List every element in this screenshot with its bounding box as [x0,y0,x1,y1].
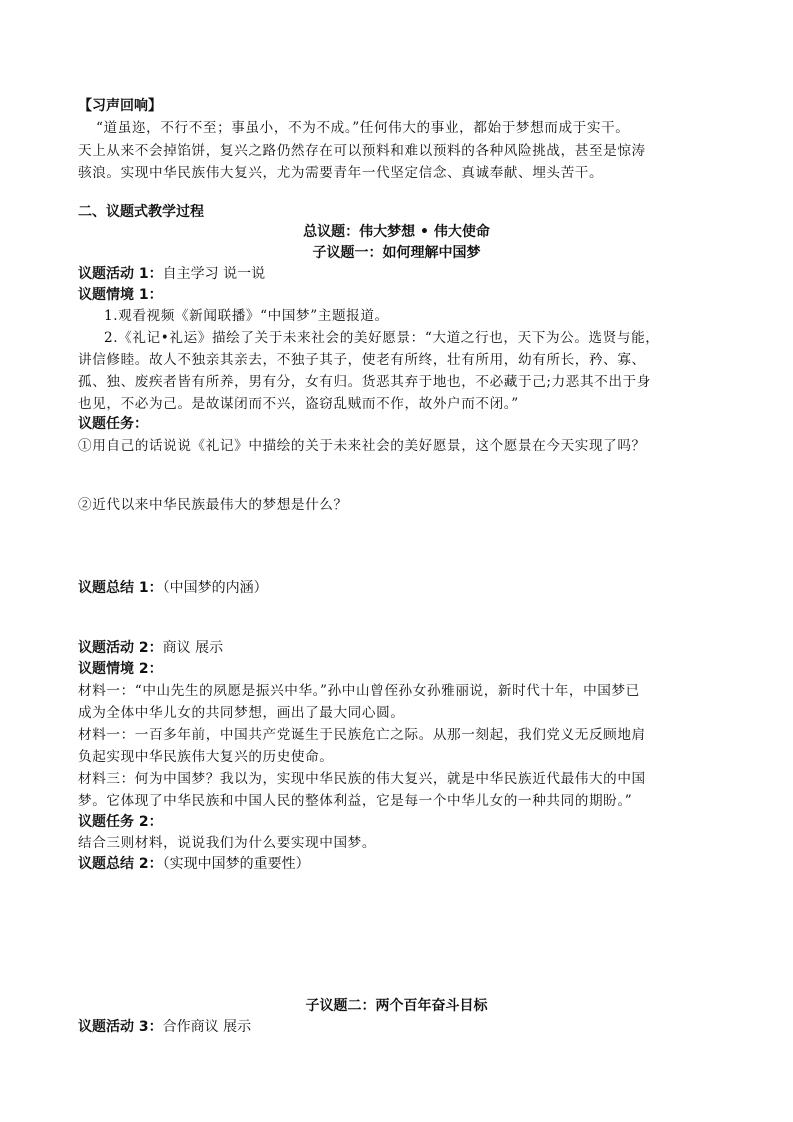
activity-3-label: 议题活动 3： [78,1019,163,1035]
summary-2-label: 议题总结 2： [78,856,163,872]
section-heading: 二、议题式教学过程 [78,204,204,220]
material-line-3: 材料一：一百多年前，中国共产党诞生于民族危亡之际。从那一刻起，我们党义无反顾地肩 [78,727,646,743]
material-line-5: 材料三：何为中国梦？我以为，实现中华民族的伟大复兴，就是中华民族近代最伟大的中国 [78,771,646,787]
intro-quote-line-3: 骇浪。实现中华民族伟大复兴，尤为需要青年一代坚定信念、真诚奉献、埋头苦干。 [78,165,604,181]
summary-1-text: （中国梦的内涵） [162,580,268,596]
activity-2-text: 商议 展示 [162,640,224,656]
intro-quote-line-1: “道虽迩，不行不至；事虽小，不为不成。”任何伟大的事业，都始于梦想而成于实干。 [96,120,630,136]
intro-heading: 【习声回响】 [78,98,162,114]
activity-2 [78,638,223,658]
activity-3 [78,1017,251,1037]
task-1-label: 议题任务： [78,416,148,432]
activity-1 [78,264,265,284]
activity-3-text: 合作商议 展示 [162,1019,252,1035]
activity-2-label: 议题活动 2： [78,640,163,656]
material-line-1: 材料一：“中山先生的夙愿是振兴中华。”孙中山曾侄孙女孙雅丽说，新时代十年，中国梦已 [78,683,640,699]
activity-1-text: 自主学习 说一说 [162,266,266,282]
context-2-label: 议题情境 2： [78,661,163,677]
context-1-item-1: 1.观看视频《新闻联播》“中国梦”主题报道。 [104,308,389,324]
intro-quote-line-2: 天上从来不会掉馅饼，复兴之路仍然存在可以预料和难以预料的各种风险挑战，甚至是惊涛 [78,143,646,159]
task-2-text: 结合三则材料，说说我们为什么要实现中国梦。 [78,835,377,851]
context-1-item-2-line-4: 也见，不必为己。是故谋闭而不兴，盗窃乱贼而不作，故外户而不闭。” [78,396,519,412]
task-2-label: 议题任务 2： [78,814,163,830]
context-1-item-2-line-1: 2.《礼记•礼运》描绘了关于未来社会的美好愿景：“大道之行也，天下为公。选贤与能， [104,330,660,346]
context-1-item-2-line-3: 孤、独、废疾者皆有所养，男有分，女有归。货恶其弃于地也，不必藏于己;力恶其不出于身 [78,374,651,390]
sub-topic-1-title: 子议题一：如何理解中国梦 [312,245,481,261]
activity-1-label: 议题活动 1： [78,266,163,282]
material-line-6: 梦。它体现了中华民族和中国人民的整体利益，它是每一个中华儿女的一种共同的期盼。” [78,793,633,809]
task-1-question-1: ①用自己的话说说《礼记》中描绘的关于未来社会的美好愿景，这个愿景在今天实现了吗？ [78,438,646,454]
summary-1 [78,578,268,598]
material-line-4: 负起实现中华民族伟大复兴的历史使命。 [78,749,334,765]
context-1-label: 议题情境 1： [78,287,163,303]
sub-topic-2-title: 子议题二：两个百年奋斗目标 [305,998,488,1014]
summary-2 [78,854,310,874]
context-1-item-2-line-2: 讲信修睦。故人不独亲其亲去，不独子其子，使老有所终，壮有所用，幼有所长，矜、寡、 [78,352,646,368]
task-1-question-2: ②近代以来中华民族最伟大的梦想是什么？ [78,497,348,513]
material-line-2: 成为全体中华儿女的共同梦想，画出了最大同心圆。 [78,705,405,721]
summary-1-label: 议题总结 1： [78,580,163,596]
main-topic-title: 总议题：伟大梦想 • 伟大使命 [303,224,490,240]
summary-2-text: （实现中国梦的重要性） [162,856,310,872]
